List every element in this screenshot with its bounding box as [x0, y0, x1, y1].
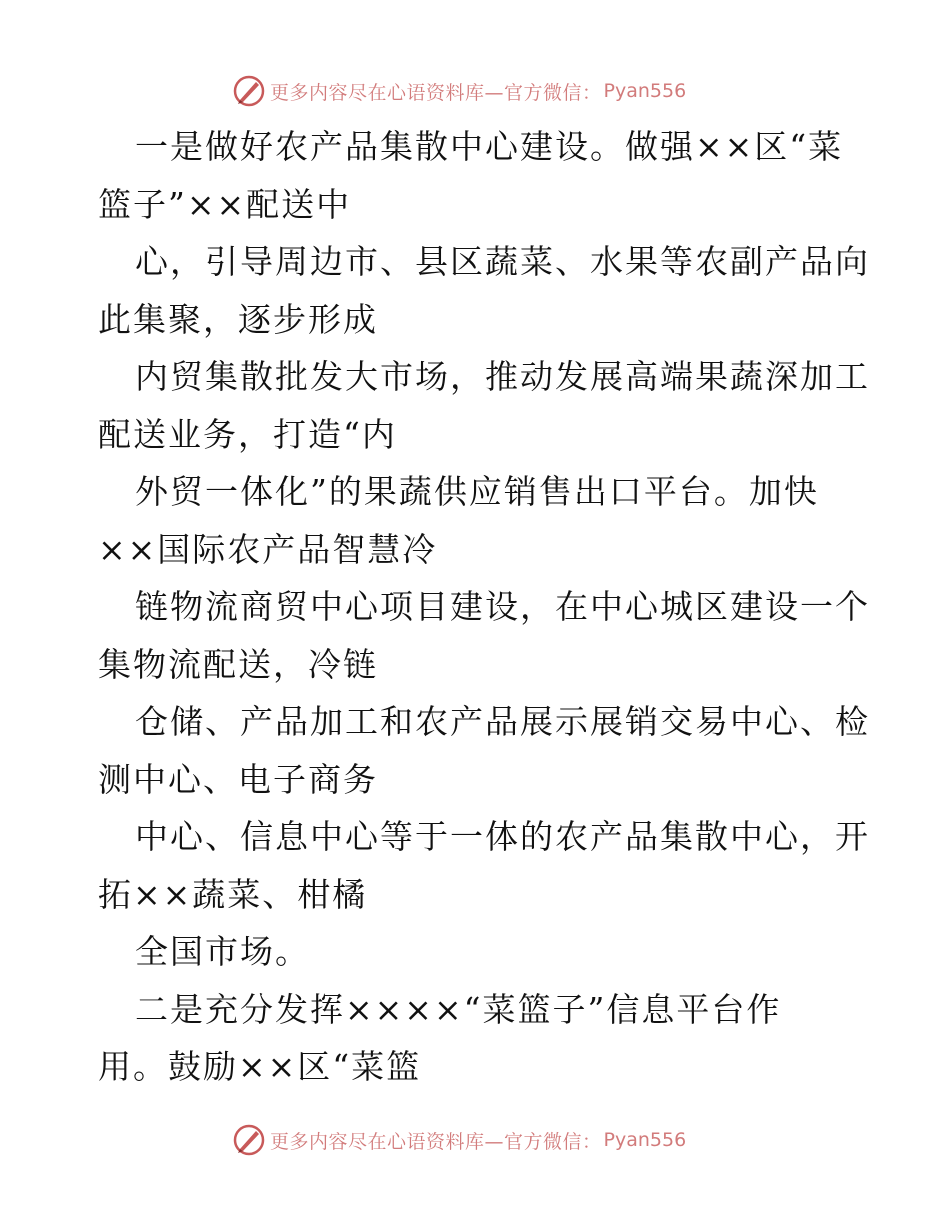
- paragraph-line: 配送业务，打造“内: [98, 414, 397, 454]
- header-watermark: [232, 71, 686, 111]
- paragraph-line: 内贸集散批发大市场，推动发展高端果蔬深加工: [135, 357, 870, 396]
- paragraph-line: 仓储、产品加工和农产品展示展销交易中心、检: [135, 702, 870, 741]
- watermark-text: 更多内容尽在心语资料库—官方微信：: [270, 81, 602, 104]
- footer-watermark: [232, 1120, 686, 1160]
- quill-pen-icon: [232, 1123, 266, 1157]
- paragraph-line: 测中心、电子商务: [98, 759, 378, 799]
- paragraph-line: 集物流配送，冷链: [98, 644, 378, 684]
- paragraph-line: 一是做好农产品集散中心建设。做强××区“菜: [135, 127, 844, 166]
- watermark-wechat-id: Pyan556: [603, 1129, 687, 1151]
- document-body: [98, 118, 870, 1096]
- paragraph-line: 链物流商贸中心项目建设，在中心城区建设一个: [135, 587, 870, 626]
- paragraph-line: 拓××蔬菜、柑橘: [98, 874, 368, 914]
- paragraph-line: 用。鼓励××区“菜篮: [98, 1047, 422, 1086]
- paragraph-line: 心，引导周边市、县区蔬菜、水果等农副产品向: [135, 242, 870, 281]
- paragraph-line: 中心、信息中心等于一体的农产品集散中心，开: [135, 817, 870, 856]
- quill-pen-icon: [232, 74, 266, 108]
- paragraph-line: 二是充分发挥××××“菜篮子”信息平台作: [135, 989, 782, 1029]
- paragraph-line: ××国际农产品智慧冷: [98, 529, 438, 569]
- watermark-wechat-id: Pyan556: [603, 80, 687, 102]
- paragraph-line: 此集聚，逐步形成: [98, 299, 378, 339]
- watermark-text: 更多内容尽在心语资料库—官方微信：: [270, 1130, 602, 1153]
- paragraph-line: 全国市场。: [135, 932, 310, 971]
- paragraph-line: 篮子”××配送中: [98, 184, 352, 224]
- paragraph-line: 外贸一体化”的果蔬供应销售出口平台。加快: [135, 472, 819, 511]
